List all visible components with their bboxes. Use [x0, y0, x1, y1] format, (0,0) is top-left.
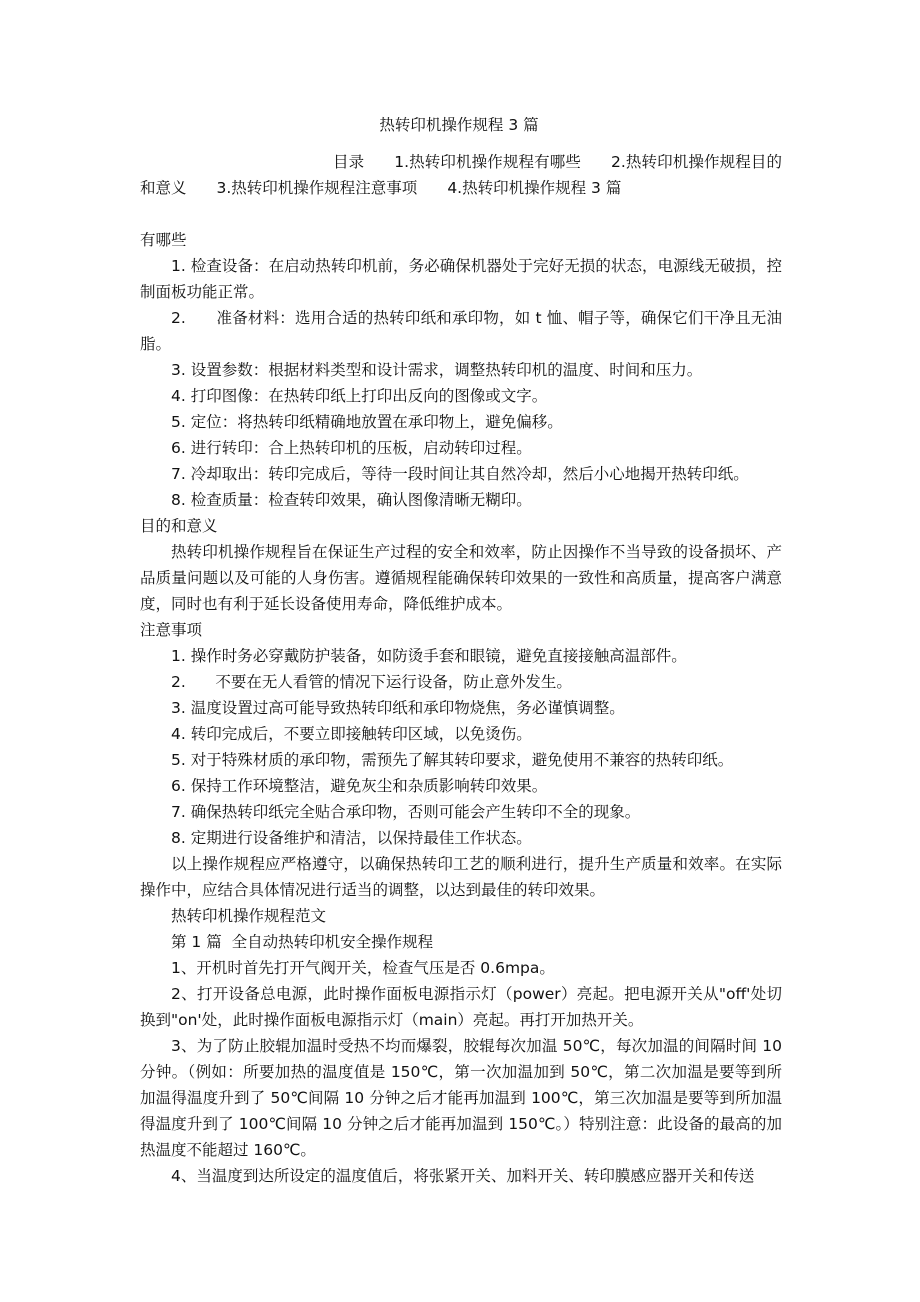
toc-item: 4.热转印机操作规程 3 篇 — [447, 179, 622, 197]
toc-item: 3.热转印机操作规程注意事项 — [216, 179, 418, 197]
paragraph: 3. 设置参数：根据材料类型和设计需求，调整热转印机的温度、时间和压力。 — [171, 361, 703, 379]
paragraph: 5. 定位：将热转印纸精确地放置在承印物上，避免偏移。 — [171, 413, 563, 431]
paragraph: 热转印机操作规程旨在保证生产过程的安全和效率，防止因操作不当导致的设备损坏、产品质量问题以及可能的人身伤害。遵循规程能确保转印效果的一致性和高质量，提高客户满意度，同时也有利于延长设备使用寿命，降低维护成本。 — [140, 543, 782, 613]
paragraph: 8. 检查质量：检查转印效果，确认图像清晰无糊印。 — [171, 491, 532, 509]
table-of-contents — [140, 149, 782, 201]
toc-item: 1.热转印机操作规程有哪些 — [394, 153, 581, 171]
paragraph: 8. 定期进行设备维护和清洁，以保持最佳工作状态。 — [171, 829, 532, 847]
toc-item: 2.热转印机操作规程目的和意义 — [140, 153, 782, 197]
paragraph: 第 1 篇 全自动热转印机安全操作规程 — [171, 933, 434, 951]
paragraph: 6. 保持工作环境整洁，避免灰尘和杂质影响转印效果。 — [171, 777, 548, 795]
paragraph: 4. 打印图像：在热转印纸上打印出反向的图像或文字。 — [171, 387, 548, 405]
paragraph: 以上操作规程应严格遵守，以确保热转印工艺的顺利进行，提升生产质量和效率。在实际操作中，应结合具体情况进行适当的调整，以达到最佳的转印效果。 — [140, 855, 782, 899]
paragraph: 5. 对于特殊材质的承印物，需预先了解其转印要求，避免使用不兼容的热转印纸。 — [171, 751, 734, 769]
paragraph: 7. 确保热转印纸完全贴合承印物，否则可能会产生转印不全的现象。 — [171, 803, 641, 821]
section-heading: 目的和意义 — [140, 517, 218, 535]
paragraph: 6. 进行转印：合上热转印机的压板，启动转印过程。 — [171, 439, 532, 457]
paragraph: 4. 转印完成后，不要立即接触转印区域，以免烫伤。 — [171, 725, 532, 743]
paragraph: 热转印机操作规程范文 — [171, 907, 327, 925]
section-heading: 注意事项 — [140, 621, 203, 639]
document-page — [140, 112, 787, 1189]
paragraph: 1. 操作时务必穿戴防护装备，如防烫手套和眼镜，避免直接接触高温部件。 — [171, 647, 687, 665]
paragraph: 4、当温度到达所设定的温度值后，将张紧开关、加料开关、转印膜感应器开关和传送 — [171, 1167, 755, 1185]
paragraph: 3. 温度设置过高可能导致热转印纸和承印物烧焦，务必谨慎调整。 — [171, 699, 625, 717]
paragraph: 2. 不要在无人看管的情况下运行设备，防止意外发生。 — [171, 673, 572, 691]
paragraph: 2、打开设备总电源，此时操作面板电源指示灯（power）亮起。把电源开关从"off'处切换到"on'处，此时操作面板电源指示灯（main）亮起。再打开加热开关。 — [140, 985, 782, 1029]
paragraph: 7. 冷却取出：转印完成后，等待一段时间让其自然冷却，然后小心地揭开热转印纸。 — [171, 465, 749, 483]
section-heading: 有哪些 — [140, 231, 187, 249]
paragraph: 2. 准备材料：选用合适的热转印纸和承印物，如 t 恤、帽子等，确保它们干净且无油脂。 — [140, 309, 782, 353]
paragraph: 1. 检查设备：在启动热转印机前，务必确保机器处于完好无损的状态，电源线无破损，控制面板功能正常。 — [140, 257, 782, 301]
document-title: 热转印机操作规程 3 篇 — [379, 116, 539, 134]
paragraph: 1、开机时首先打开气阀开关，检查气压是否 0.6mpa。 — [171, 959, 555, 977]
toc-label: 目录 — [333, 153, 365, 171]
paragraph: 3、为了防止胶辊加温时受热不均而爆裂，胶辊每次加温 50℃，每次加温的间隔时间 10 分钟。（例如：所要加热的温度值是 150℃，第一次加温加到 50℃，第二次加温是要等到所加温得温度升到了 50℃间隔 10 分钟之后才能再加温到 100℃，第三次加温是要等到所加温得温度升到了 100℃间隔 10 分钟之后才能再加温到 150℃。）特别注意：此设备的最高的加热温度不能超过 160℃。 — [140, 1037, 787, 1159]
document-body — [140, 227, 787, 1189]
